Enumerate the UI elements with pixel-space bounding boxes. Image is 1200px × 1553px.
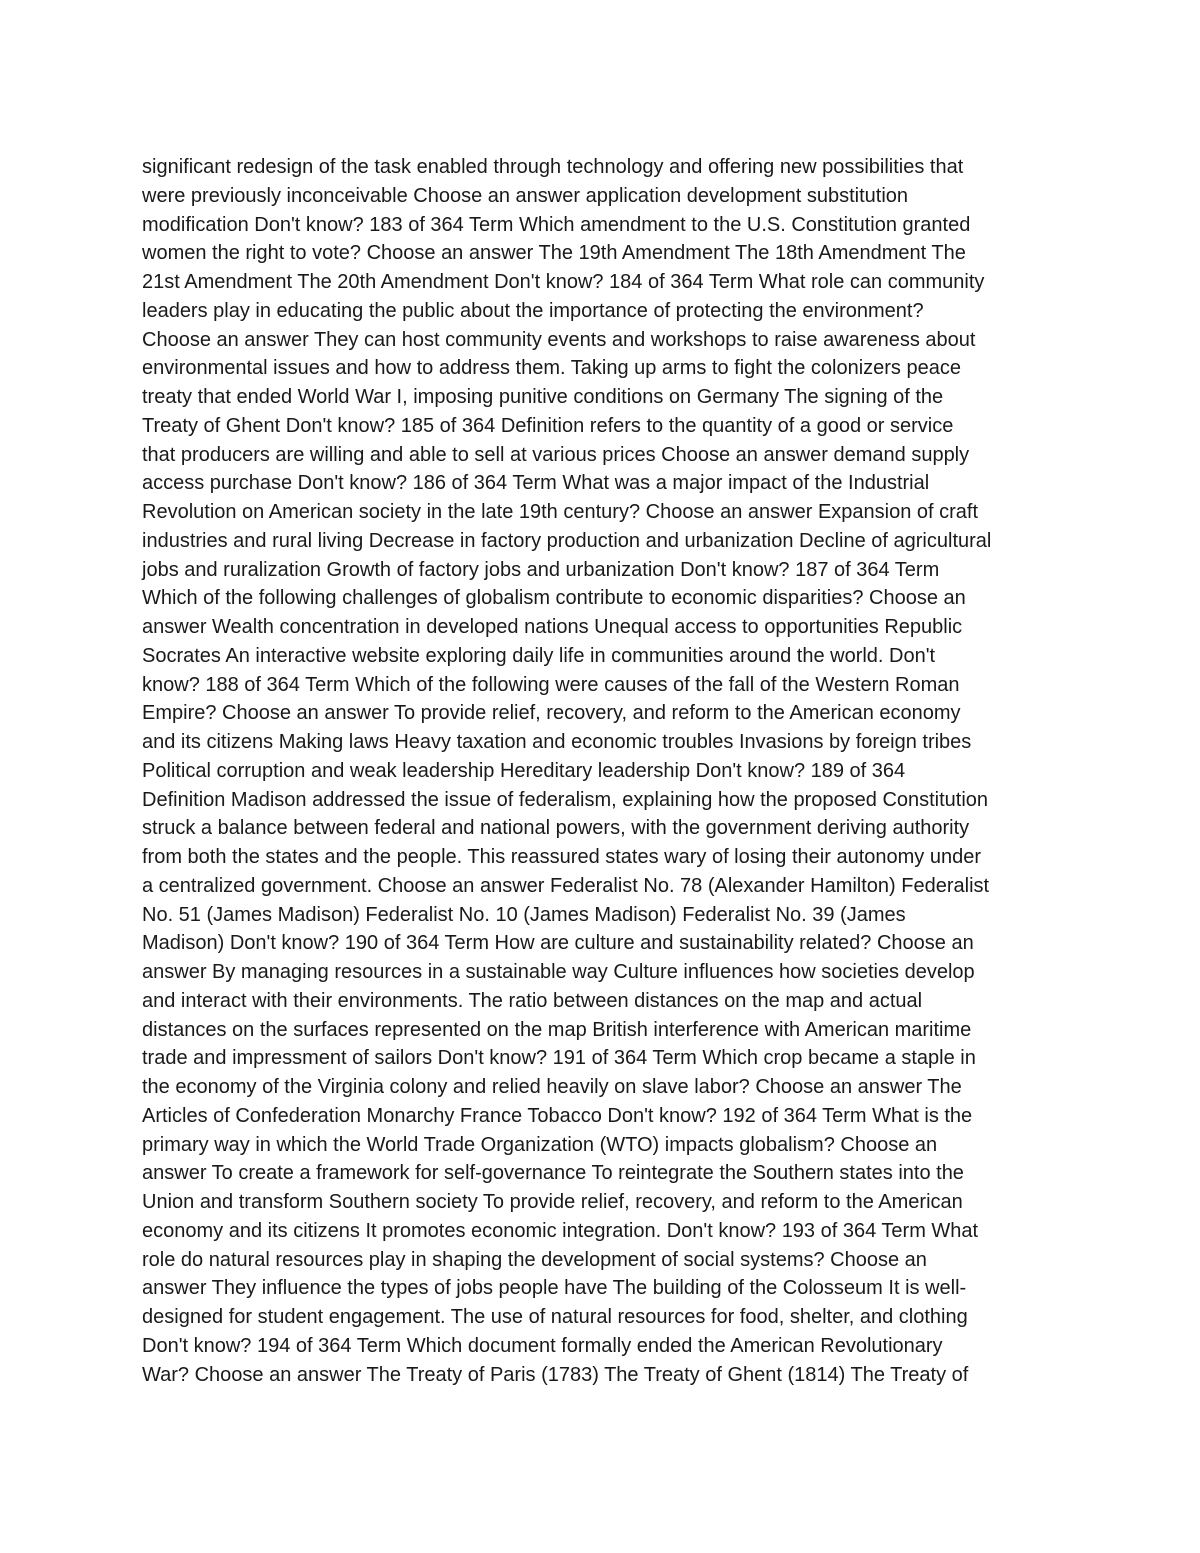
text-line: distances on the surfaces represented on the map British interference with American maritime [142,1018,972,1041]
text-line: Union and transform Southern society To provide relief, recovery, and reform to the American [142,1191,963,1213]
text-line: Socrates An interactive website exploring daily life in communities around the world. Don't [142,644,936,667]
text-line: Treaty of Ghent Don't know? 185 of 364 Definition refers to the quantity of a good or service [142,414,954,437]
text-line: answer By managing resources in a sustainable way Culture influences how societies develop [142,961,975,983]
text-line: access purchase Don't know? 186 of 364 Term What was a major impact of the Industrial [142,472,930,495]
text-line: modification Don't know? 183 of 364 Term Which amendment to the U.S. Constitution granted [142,213,971,236]
text-line: primary way in which the World Trade Organization (WTO) impacts globalism? Choose an [142,1133,938,1156]
text-line: answer To create a framework for self-governance To reintegrate the Southern states into the [142,1162,964,1185]
text-line: Don't know? 194 of 364 Term Which document formally ended the American Revolutionary [142,1334,943,1357]
text-line: trade and impressment of sailors Don't know? 191 of 364 Term Which crop became a staple in [142,1047,976,1070]
text-line: role do natural resources play in shaping the development of social systems? Choose an [142,1248,927,1271]
text-line: significant redesign of the task enabled through technology and offering new possibilities that [142,156,964,178]
text-line: environmental issues and how to address them. Taking up arms to fight the colonizers peace [142,357,961,380]
text-line: and its citizens Making laws Heavy taxation and economic troubles Invasions by foreign tribes [142,731,972,753]
text-line: Political corruption and weak leadership Hereditary leadership Don't know? 189 of 364 [142,759,906,782]
text-line: answer Wealth concentration in developed nations Unequal access to opportunities Republic [142,616,963,638]
text-line: 21st Amendment The 20th Amendment Don't know? 184 of 364 Term What role can community [142,271,985,293]
text-line: women the right to vote? Choose an answer The 19th Amendment The 18th Amendment The [142,242,966,265]
text-line: treaty that ended World War I, imposing punitive conditions on Germany The signing of the [142,386,944,408]
text-line: Definition Madison addressed the issue of federalism, explaining how the proposed Constitution [142,788,989,811]
text-line: the economy of the Virginia colony and relied heavily on slave labor? Choose an answer The [142,1076,962,1098]
body-text [142,153,1072,1389]
text-line: Revolution on American society in the late 19th century? Choose an answer Expansion of craft [142,501,979,523]
text-line: answer They influence the types of jobs people have The building of the Colosseum It is well- [142,1277,967,1300]
text-line: from both the states and the people. This reassured states wary of losing their autonomy under [142,846,981,868]
text-line: that producers are willing and able to sell at various prices Choose an answer demand supply [142,443,970,466]
text-line: leaders play in educating the public about the importance of protecting the environment? [142,299,924,322]
text-line: designed for student engagement. The use of natural resources for food, shelter, and clothing [142,1306,968,1328]
text-line: Madison) Don't know? 190 of 364 Term How are culture and sustainability related? Choose an [142,932,974,955]
text-line: a centralized government. Choose an answer Federalist No. 78 (Alexander Hamilton) Federalist [142,874,990,897]
text-line: No. 51 (James Madison) Federalist No. 10 (James Madison) Federalist No. 39 (James [142,903,906,926]
text-line: economy and its citizens It promotes economic integration. Don't know? 193 of 364 Term What [142,1219,979,1242]
text-line: were previously inconceivable Choose an answer application development substitution [142,184,909,207]
text-line: Which of the following challenges of globalism contribute to economic disparities? Choose an [142,587,966,610]
text-line: jobs and ruralization Growth of factory jobs and urbanization Don't know? 187 of 364 Term [142,558,940,581]
text-line: know? 188 of 364 Term Which of the following were causes of the fall of the Western Roman [142,673,960,696]
text-line: Empire? Choose an answer To provide relief, recovery, and reform to the American economy [142,702,961,725]
text-line: struck a balance between federal and national powers, with the government deriving authority [142,817,970,840]
text-line: Choose an answer They can host community events and workshops to raise awareness about [142,328,976,351]
text-line: and interact with their environments. The ratio between distances on the map and actual [142,989,923,1012]
text-line: Articles of Confederation Monarchy France Tobacco Don't know? 192 of 364 Term What is the [142,1104,973,1127]
text-line: industries and rural living Decrease in factory production and urbanization Decline of agricultural [142,529,992,552]
text-line: War? Choose an answer The Treaty of Paris (1783) The Treaty of Ghent (1814) The Treaty of [142,1363,969,1386]
